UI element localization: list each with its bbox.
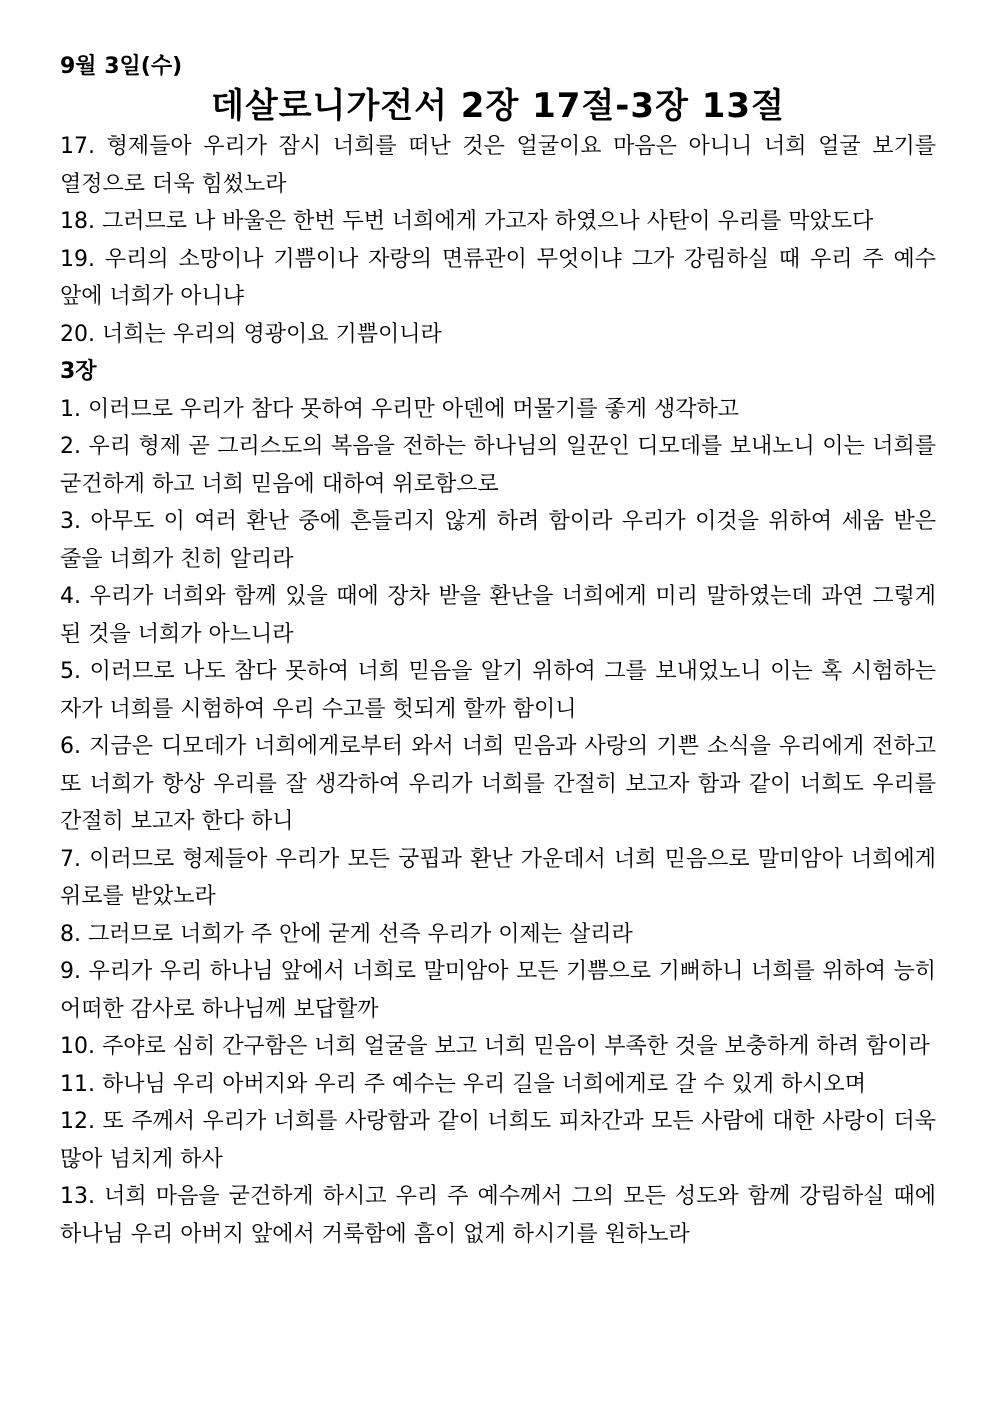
verse <box>60 1178 936 1253</box>
verse <box>60 391 936 429</box>
verse-number: 17. <box>60 134 95 159</box>
verse-list-chapter-3 <box>60 391 936 1254</box>
verse-text: 하나님 우리 아버지와 우리 주 예수는 우리 길을 너희에게로 갈 수 있게 하시오며 <box>102 1071 866 1097</box>
verse-number: 12. <box>60 1109 95 1134</box>
verse <box>60 503 936 578</box>
verse-text: 우리의 소망이나 기쁨이나 자랑의 면류관이 무엇이냐 그가 강림하실 때 우리 주 예수 앞에 너희가 아니냐 <box>60 246 936 309</box>
verse <box>60 841 936 916</box>
verse <box>60 1103 936 1178</box>
verse-number: 1. <box>60 396 81 422</box>
document-page <box>60 50 936 1253</box>
verse-text: 우리 형제 곧 그리스도의 복음을 전하는 하나님의 일꾼인 디모데를 보내노니 이는 너희를 굳건하게 하고 너희 믿음에 대하여 위로함으로 <box>60 434 936 497</box>
verse <box>60 128 936 203</box>
verse-number: 3. <box>60 509 81 534</box>
verse-number: 19. <box>60 246 95 272</box>
verse-text: 아무도 이 여러 환난 중에 흔들리지 않게 하려 함이라 우리가 이것을 위하여 세움 받은 줄을 너희가 친히 알리라 <box>60 509 937 572</box>
verse-text: 너희는 우리의 영광이요 기쁨이니라 <box>102 321 442 347</box>
verse-number: 11. <box>60 1071 95 1097</box>
verse-text: 이러므로 형제들아 우리가 모든 궁핍과 환난 가운데서 너희 믿음으로 말미암아 너희에게 위로를 받았노라 <box>60 846 936 909</box>
verse <box>60 953 936 1028</box>
verse-number: 8. <box>60 921 81 947</box>
verse <box>60 578 936 653</box>
verse-text: 그러므로 너희가 주 안에 굳게 선즉 우리가 이제는 살리라 <box>88 921 633 947</box>
verse <box>60 728 936 841</box>
verse-text: 우리가 너희와 함께 있을 때에 장차 받을 환난을 너희에게 미리 말하였는데 과연 그렇게 된 것을 너희가 아느니라 <box>60 584 936 647</box>
chapter-heading: 3장 <box>60 359 97 384</box>
verse-number: 2. <box>60 434 81 459</box>
verse-number: 18. <box>60 209 95 234</box>
verse-text: 이러므로 우리가 참다 못하여 우리만 아덴에 머물기를 좋게 생각하고 <box>88 396 740 422</box>
verse-number: 5. <box>60 659 81 684</box>
verse <box>60 653 936 728</box>
verse-number: 13. <box>60 1184 95 1209</box>
verse <box>60 1066 936 1104</box>
verse-number: 9. <box>60 959 81 984</box>
verse-text: 그러므로 나 바울은 한번 두번 너희에게 가고자 하였으나 사탄이 우리를 막았도다 <box>102 209 874 234</box>
verse-number: 6. <box>60 734 81 759</box>
verse-number: 20. <box>60 321 95 347</box>
verse-text: 이러므로 나도 참다 못하여 너희 믿음을 알기 위하여 그를 보내었노니 이는 혹 시험하는 자가 너희를 시험하여 우리 수고를 헛되게 할까 함이니 <box>60 659 936 722</box>
verse <box>60 916 936 954</box>
verse-text: 주야로 심히 간구함은 너희 얼굴을 보고 너희 믿음이 부족한 것을 보충하게 하려 함이라 <box>102 1034 930 1059</box>
verse <box>60 316 936 354</box>
verse <box>60 428 936 503</box>
verse <box>60 203 936 241</box>
verse-list-chapter-2 <box>60 128 936 353</box>
reading-date: 9월 3일(수) <box>60 54 183 79</box>
verse-number: 10. <box>60 1034 95 1059</box>
verse-text: 너희 마음을 굳건하게 하시고 우리 주 예수께서 그의 모든 성도와 함께 강림하실 때에 하나님 우리 아버지 앞에서 거룩함에 흠이 없게 하시기를 원하노라 <box>60 1184 936 1247</box>
verse-text: 또 주께서 우리가 너희를 사랑함과 같이 너희도 피차간과 모든 사람에 대한 사랑이 더욱 많아 넘치게 하사 <box>60 1109 936 1172</box>
verse-text: 우리가 우리 하나님 앞에서 너희로 말미암아 모든 기쁨으로 기뻐하니 너희를 위하여 능히 어떠한 감사로 하나님께 보답할까 <box>60 959 936 1022</box>
verse <box>60 1028 936 1066</box>
verse-number: 4. <box>60 584 81 609</box>
verse-text: 지금은 디모데가 너희에게로부터 와서 너희 믿음과 사랑의 기쁜 소식을 우리에게 전하고 또 너희가 항상 우리를 잘 생각하여 우리가 너희를 간절히 보고자 함과 같이 너희도 우리를 간절히 보고자 한다 하니 <box>60 734 936 834</box>
verse-number: 7. <box>60 846 81 872</box>
verse <box>60 241 936 316</box>
page-title: 데살로니가전서 2장 17절-3장 13절 <box>211 86 785 126</box>
verse-text: 형제들아 우리가 잠시 너희를 떠난 것은 얼굴이요 마음은 아니니 너희 얼굴 보기를 열정으로 더욱 힘썼노라 <box>60 134 936 197</box>
